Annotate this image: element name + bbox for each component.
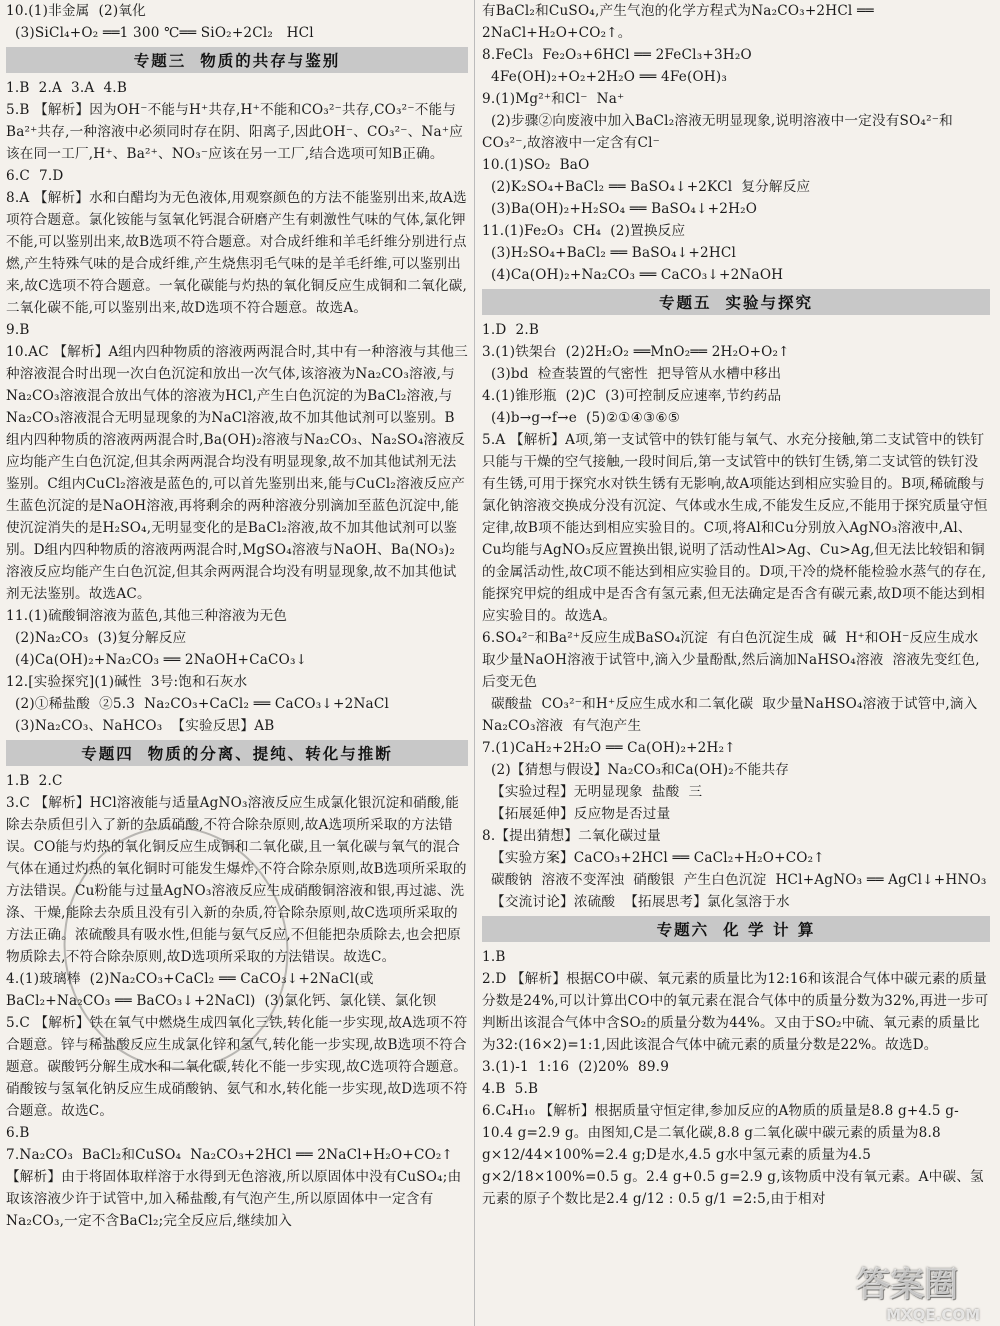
banner-title: 物质的分离、提纯、转化与推断	[147, 745, 393, 763]
banner-number: 专题六	[656, 921, 710, 939]
banner-title: 实验与探究	[725, 294, 814, 312]
watermark-url: MXQE.COM	[886, 1306, 980, 1324]
banner-number: 专题三	[133, 52, 187, 70]
answer-block-topic3: 1.B 2.A 3.A 4.B 5.B 【解析】因为OH⁻不能与H⁺共存,H⁺不能和CO₃²⁻共存,CO₃²⁻不能与Ba²⁺共存,一种溶液中必须同时存在阴、阳离子,因此OH⁻、CO₃²⁻、Na⁺应该在同一工厂,H⁺、Ba²⁺、NO₃⁻应该在另一工厂,结合选项可知B正确。 6.C 7.D 8.A 【解析】水和白醋均为无色液体,用观察颜色的方法不能鉴别出来,故A选项符合题意。氯化铵能与氢氧化钙混合研磨产生有刺激性气味的气体,氯化钾不能,可以鉴别出来,故B选项不符合题意。对合成纤维和羊毛纤维分别进行点燃,产生特殊气味的是合成纤维,产生烧焦羽毛气味的是羊毛纤维,可以鉴别出来,故C选项不符合题意。一氧化碳能与灼热的氧化铜反应生成铜和二氧化碳,二氧化碳不能,可以鉴别出来,故D选项不符合题意。故选A。 9.B 10.AC 【解析】A组内四种物质的溶液两两混合时,其中有一种溶液与其他三种溶液混合时出现一次白色沉淀和放出一次气体,该溶液为Na₂CO₃溶液,与Na₂CO₃溶液混合放出气体的溶液为HCl,产生白色沉淀的为BaCl₂溶液,与Na₂CO₃溶液混合无明显现象的为NaCl溶液,故不加其他试剂可以鉴别。B组内四种物质的溶液两两混合时,Ba(OH)₂溶液与Na₂CO₃、Na₂SO₄溶液反应均能产生白色沉淀,但其余两两混合均没有明显现象,故不加其他试剂无法鉴别。C组内CuCl₂溶液是蓝色的,可以首先鉴别出来,能与CuCl₂溶液反应产生蓝色沉淀的是NaOH溶液,再将剩余的两种溶液分别滴加至蓝色沉淀中,能使沉淀消失的是H₂SO₄,无明显变化的是BaCl₂溶液,故不加其他试剂可以鉴别。D组内四种物质的溶液两两混合时,MgSO₄溶液与NaOH、Ba(NO₃)₂溶液反应均能产生白色沉淀,但其余两两混合均没有明显现象,故不加其他试剂无法鉴别。故选AC。 11.(1)硫酸铜溶液为蓝色,其他三种溶液为无色 (2)Na₂CO₃ (3)复分解反应 (4)Ca(OH)₂+Na₂CO₃ ══ 2NaOH+CaCO₃↓ 12.[实验探究](1)碱性 3号:饱和石灰水 (2)①稀盐酸 ②5.3 Na₂CO₃+CaCl₂ ══ CaCO₃↓+2NaCl (3)Na₂CO₃、NaHCO₃ 【实验反思】AB	[6, 80, 468, 734]
section-banner-5	[482, 289, 990, 315]
left-column	[6, 0, 468, 1326]
banner-number: 专题五	[658, 294, 712, 312]
watermark-logo: 答案圈	[856, 1264, 958, 1305]
answer-block-topic5: 1.D 2.B 3.(1)铁架台 (2)2H₂O₂ ══MnO₂══ 2H₂O+O₂↑ (3)bd 检查装置的气密性 把导管从水槽中移出 4.(1)锥形瓶 (2)C (3)可控制反应速率,节约药品 (4)b→g→f→e (5)②①④③⑥⑤ 5.A 【解析】A项,第一支试管中的铁钉能与氧气、水充分接触,第二支试管中的铁钉只能与干燥的空气接触,一段时间后,第一支试管中的铁钉生锈,第二支试管的铁钉没有生锈,可用于探究水对铁生锈有无影响,故A项能达到相应实验目的。B项,稀硫酸与氯化钠溶液交换成分没有沉淀、气体或水生成,不能发生反应,不能用于探究质量守恒定律,故B项不能达到相应实验目的。C项,将Al和Cu分别放入AgNO₃溶液中,Al、Cu均能与AgNO₃反应置换出银,说明了活动性Al>Ag、Cu>Ag,但无法比较铝和铜的金属活动性,故C项不能达到相应实验目的。D项,干冷的烧杯能检验水蒸气的存在,能探究甲烷的组成中是否含有氢元素,但无法确定是否含有碳元素,故D项不能达到相应实验目的。故选A。 6.SO₄²⁻和Ba²⁺反应生成BaSO₄沉淀 有白色沉淀生成 碱 H⁺和OH⁻反应生成水 取少量NaOH溶液于试管中,滴入少量酚酞,然后滴加NaHSO₄溶液 溶液先变红色,后变无色 碳酸盐 CO₃²⁻和H⁺反应生成水和二氧化碳 取少量NaHSO₄溶液于试管中,滴入Na₂CO₃溶液 有气泡产生 7.(1)CaH₂+2H₂O ══ Ca(OH)₂+2H₂↑ (2)【猜想与假设】Na₂CO₃和Ca(OH)₂不能共存 【实验过程】无明显现象 盐酸 三 【拓展延伸】反应物是否过量 8.【提出猜想】二氧化碳过量 【实验方案】CaCO₃+2HCl ══ CaCl₂+H₂O+CO₂↑ 碳酸钠 溶液不变浑浊 硝酸银 产生白色沉淀 HCl+AgNO₃ ══ AgCl↓+HNO₃ 【交流讨论】浓硫酸 【拓展思考】氯化氢溶于水	[482, 322, 988, 910]
column-divider	[474, 0, 475, 1326]
answer-block-intro: 10.(1)非金属 (2)氧化 (3)SiCl₄+O₂ ══1 300 ℃══ SiO₂+2Cl₂ HCl	[6, 3, 314, 41]
right-column	[482, 0, 990, 1326]
answer-block-continued: 有BaCl₂和CuSO₄,产生气泡的化学方程式为Na₂CO₃+2HCl ══ 2NaCl+H₂O+CO₂↑。 8.FeCl₃ Fe₂O₃+6HCl ══ 2FeCl₃+3H₂O 4Fe(OH)₂+O₂+2H₂O ══ 4Fe(OH)₃ 9.(1)Mg²⁺和Cl⁻ Na⁺ (2)步骤②向废液中加入BaCl₂溶液无明显现象,说明溶液中一定没有SO₄²⁻和CO₃²⁻,故溶液中一定含有Cl⁻ 10.(1)SO₂ BaO (2)K₂SO₄+BaCl₂ ══ BaSO₄↓+2KCl 复分解反应 (3)Ba(OH)₂+H₂SO₄ ══ BaSO₄↓+2H₂O 11.(1)Fe₂O₃ CH₄ (2)置换反应 (3)H₂SO₄+BaCl₂ ══ BaSO₄↓+2HCl (4)Ca(OH)₂+Na₂CO₃ ══ CaCO₃↓+2NaOH	[482, 3, 953, 283]
banner-number: 专题四	[81, 745, 134, 763]
section-banner-6	[482, 916, 990, 942]
answer-block-topic4: 1.B 2.C 3.C 【解析】HCl溶液能与适量AgNO₃溶液反应生成氯化银沉淀和硝酸,能除去杂质但引入了新的杂质硝酸,不符合除杂原则,故A选项所采取的方法错误。CO能与灼热的氧化铜反应生成铜和二氧化碳,且一氧化碳与氧气的混合气体在通过灼热的氧化铜时可能发生爆炸,不符合除杂原则,故B选项所采取的方法错误。Cu粉能与过量AgNO₃溶液反应生成硝酸铜溶液和银,再过滤、洗涤、干燥,能除去杂质且没有引入新的杂质,符合除杂原则,故C选项所采取的方法正确。浓硫酸具有吸水性,但能与氨气反应,不但能把杂质除去,也会把原物质除去,不符合除杂原则,故D选项所采取的方法错误。故选C。 4.(1)玻璃棒 (2)Na₂CO₃+CaCl₂ ══ CaCO₃↓+2NaCl(或BaCl₂+Na₂CO₃ ══ BaCO₃↓+2NaCl) (3)氯化钙、氯化镁、氯化钡 5.C 【解析】铁在氧气中燃烧生成四氧化三铁,转化能一步实现,故A选项不符合题意。锌与稀盐酸反应生成氯化锌和氢气,转化能一步实现,故B选项不符合题意。碳酸钙分解生成水和二氧化碳,转化不能一步实现,故C选项符合题意。硝酸铵与氢氧化钠反应生成硝酸钠、氨气和水,转化能一步实现,故D选项不符合题意。故选C。 6.B 7.Na₂CO₃ BaCl₂和CuSO₄ Na₂CO₃+2HCl ══ 2NaCl+H₂O+CO₂↑ 【解析】由于将固体取样溶于水得到无色溶液,所以原固体中没有CuSO₄;由取该溶液少许于试管中,加入稀盐酸,有气泡产生,所以原固体中一定含有Na₂CO₃,一定不含BaCl₂;完全反应后,继续加入	[6, 773, 468, 1229]
answer-block-topic6: 1.B 2.D 【解析】根据CO中碳、氧元素的质量比为12:16和该混合气体中碳元素的质量分数是24%,可以计算出CO中的氧元素在混合气体中的质量分数为32%,再进一步可判断出该混合气体中含SO₂的质量分数为44%。又由于SO₂中硫、氧元素的质量比为32:(16×2)=1:1,因此该混合气体中硫元素的质量分数是22%。故选D。 3.(1)-1 1:16 (2)20% 89.9 4.B 5.B 6.C₄H₁₀ 【解析】根据质量守恒定律,参加反应的A物质的质量是8.8 g+4.5 g-10.4 g=2.9 g。由图知,C是二氧化碳,8.8 g二氧化碳中碳元素的质量为8.8 g×12/44×100%=2.4 g;D是水,4.5 g水中氢元素的质量为4.5 g×2/18×100%=0.5 g。2.4 g+0.5 g=2.9 g,该物质中没有氧元素。A中碳、氢元素的原子个数比是2.4 g/12 : 0.5 g/1 =2:5,由于相对	[482, 949, 989, 1207]
section-banner-3	[6, 47, 468, 73]
banner-title: 物质的共存与鉴别	[200, 52, 341, 70]
section-banner-4	[6, 740, 468, 766]
banner-title: 化 学 计 算	[723, 921, 816, 939]
